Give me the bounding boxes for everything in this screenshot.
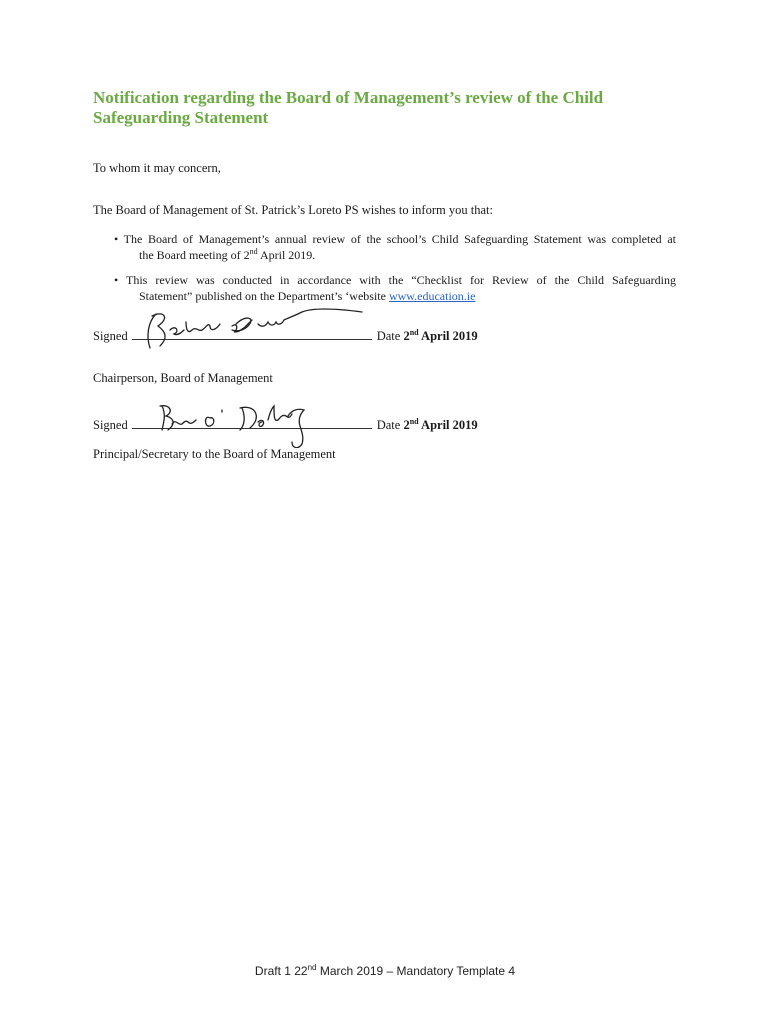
- signature-row-principal: [93, 417, 478, 433]
- date-value: 2nd April 2019: [403, 417, 478, 432]
- bullet-text: April 2019.: [257, 248, 316, 262]
- signature-row-chairperson: [93, 328, 478, 344]
- intro-paragraph: The Board of Management of St. Patrick’s Loreto PS wishes to inform you that:: [93, 203, 493, 217]
- date-label: Date: [376, 418, 401, 432]
- bullet-text: the Board meeting of 2: [139, 248, 250, 262]
- document-title: Notification regarding the Board of Management’s review of the Child Safeguarding Statement: [93, 88, 604, 127]
- bullet-marker: •: [114, 273, 119, 287]
- signature-line: [132, 417, 372, 429]
- bullet-item-review-completed: [114, 231, 676, 263]
- chairperson-role: Chairperson, Board of Management: [93, 371, 273, 385]
- page-footer: Draft 1 22nd March 2019 – Mandatory Template 4: [254, 963, 516, 978]
- bullet-marker: •: [114, 232, 119, 246]
- date-value: 2nd April 2019: [403, 328, 478, 343]
- signed-label: Signed: [93, 418, 128, 432]
- bullet-item-checklist: [114, 272, 676, 304]
- bullet-text: Statement” published on the Department’s ‘website: [139, 289, 389, 303]
- date-label: Date: [376, 329, 401, 343]
- signed-label: Signed: [93, 329, 128, 343]
- bullet-text: This review was conducted in accordance with the “Checklist for Review of the Child Safeguarding: [126, 273, 676, 287]
- education-website-link[interactable]: www.education.ie: [388, 289, 476, 303]
- bullet-text: The Board of Management’s annual review of the school’s Child Safeguarding Statement was completed at: [123, 232, 676, 246]
- signature-line: [132, 328, 372, 340]
- principal-role: Principal/Secretary to the Board of Management: [93, 447, 336, 461]
- ordinal-suffix: nd: [249, 247, 258, 256]
- greeting: To whom it may concern,: [93, 161, 221, 175]
